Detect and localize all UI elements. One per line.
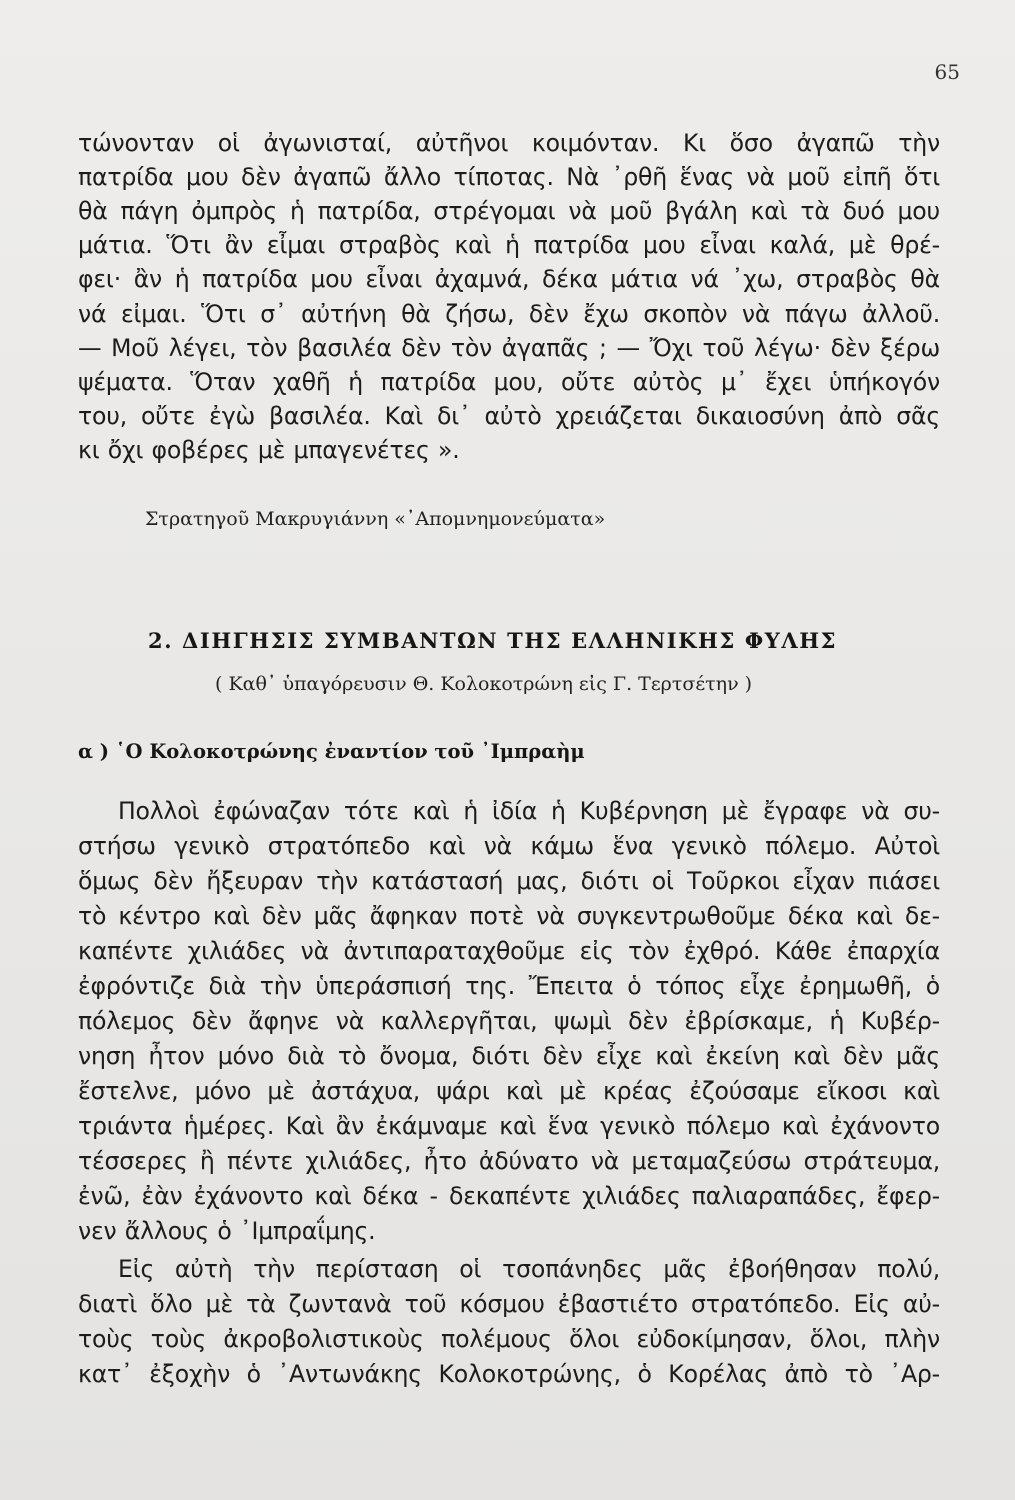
text-line: ὅμως δὲν ἤξευραν τὴν κατάστασή μας, διότι οἱ Τοῦρκοι εἶχαν πιάσει [78, 867, 940, 895]
text-line: θὰ πάγη ὀμπρὸς ἡ πατρίδα, στρέγομαι νὰ μοῦ βγάλη καὶ τὰ δυό μου [78, 197, 940, 225]
section-subheading: ( Καθ᾿ ὑπαγόρευσιν Θ. Κολοκοτρώνη εἰς Γ. Τερτσέτην ) [215, 673, 753, 695]
text-line: τέσσερες ἢ πέντε χιλιάδες, ἦτο ἀδύνατο νὰ μεταμαζεύσω στράτευμα, [78, 1147, 940, 1175]
text-line: ψέματα. Ὅταν χαθῆ ἡ πατρίδα μου, οὔτε αὐτὸς μ᾿ ἔχει ὑπήκογόν [78, 368, 940, 396]
text-line: τὸ κέντρο καὶ δὲν μᾶς ἄφηκαν ποτὲ νὰ συγκεντρωθοῦμε δέκα καὶ δε- [78, 902, 940, 930]
page-number: 65 [934, 60, 960, 84]
text-line: κατ᾿ ἐξοχὴν ὁ ᾿Αντωνάκης Κολοκοτρώνης, ὁ Κορέλας ἀπὸ τὸ ᾿Αρ- [78, 1360, 940, 1388]
text-line: τοὺς τοὺς ἀκροβολιστικοὺς πολέμους ὅλοι εὐδοκίμησαν, ὅλοι, πλὴν [78, 1325, 940, 1353]
text-line: καπέντε χιλιάδες νὰ ἀντιπαραταχθοῦμε εἰς τὸν ἐχθρό. Κάθε ἐπαρχία [78, 937, 940, 965]
text-line: πατρίδα μου δὲν ἀγαπῶ ἄλλο τίποτας. Νὰ ᾿ρθῆ ἕνας νὰ μοῦ εἰπῆ ὅτι [78, 163, 940, 191]
text-line: νά εἰμαι. Ὅτι σ᾿ αὐτήνη θὰ ζήσω, δὲν ἔχω σκοπὸν νὰ πάγω ἀλλοῦ. [78, 300, 940, 328]
text-line: — Μοῦ λέγει, τὸν βασιλέα δὲν τὸν ἀγαπᾶς ; — Ὄχι τοῦ λέγω· δὲν ξέρω [78, 334, 940, 362]
section-heading: 2. ΔΙΗΓΗΣΙΣ ΣΥΜΒΑΝΤΩΝ ΤΗΣ ΕΛΛΗΝΙΚΗΣ ΦΥΛΗΣ [148, 628, 838, 653]
text-line: τώνονταν οἱ ἀγωνισταί, αὐτῆνοι κοιμόνταν. Κι ὅσο ἀγαπῶ τὴν [78, 129, 940, 157]
text-line: πόλεμος δὲν ἄφηνε νὰ καλλεργῆται, ψωμὶ δὲν ἐβρίσκαμε, ἡ Κυβέρ- [78, 1007, 940, 1035]
subsection-title: α ) ῾Ο Κολοκοτρώνης ἐναντίον τοῦ ᾿Ιμπραὴμ [78, 740, 585, 763]
text-line: ἐνῶ, ἐὰν ἐχάνοντο καὶ δέκα - δεκαπέντε χιλιάδες παλιαραπάδες, ἔφερ- [78, 1182, 940, 1210]
text-line: στήσω γενικὸ στρατόπεδο καὶ νὰ κάμω ἕνα γενικὸ πόλεμο. Αὐτοὶ [78, 832, 940, 860]
quote-source: Στρατηγοῦ Μακρυγιάννη «᾿Απομνημονεύματα» [145, 508, 606, 530]
text-line: τριάντα ἡμέρες. Καὶ ἂν ἐκάμναμε καὶ ἕνα γενικὸ πόλεμο καὶ ἐχάνοντο [78, 1112, 940, 1140]
text-line: κι ὄχι φοβέρες μὲ μπαγενέτες ». [78, 436, 460, 464]
text-line: του, οὔτε ἐγὼ βασιλέα. Καὶ δι᾿ αὐτὸ χρειάζεται δικαιοσύνη ἀπὸ σᾶς [78, 402, 940, 430]
text-line: φει· ἂν ἡ πατρίδα μου εἶναι ἀχαμνά, δέκα μάτια νά ᾿χω, στραβὸς θὰ [78, 265, 940, 293]
text-line: νηση ἦτον μόνο διὰ τὸ ὄνομα, διότι δὲν εἶχε καὶ ἐκείνη καὶ δὲν μᾶς [78, 1042, 940, 1070]
text-line: ἐφρόντιζε διὰ τὴν ὑπεράσπισή της. Ἔπειτα ὁ τόπος εἶχε ἐρημωθῆ, ὁ [78, 972, 940, 1000]
text-line: Εἰς αὐτὴ τὴν περίσταση οἱ τσοπάνηδες μᾶς ἐβοήθησαν πολύ, [118, 1255, 940, 1283]
text-line: διατὶ ὅλο μὲ τὰ ζωντανὰ τοῦ κόσμου ἐβαστιέτο στρατόπεδο. Εἰς αὐ- [78, 1290, 940, 1318]
text-line: Πολλοὶ ἐφώναζαν τότε καὶ ἡ ἰδία ἡ Κυβέρνηση μὲ ἔγραφε νὰ συ- [118, 797, 940, 825]
text-line: μάτια. Ὅτι ἂν εἶμαι στραβὸς καὶ ἡ πατρίδα μου εἶναι καλά, μὲ θρέ- [78, 231, 940, 259]
text-line: νεν ἄλλους ὁ ᾿Ιμπραΐμης. [78, 1217, 376, 1245]
text-line: ἔστελνε, μόνο μὲ ἀστάχυα, ψάρι καὶ μὲ κρέας ἐζούσαμε εἴκοσι καὶ [78, 1077, 940, 1105]
